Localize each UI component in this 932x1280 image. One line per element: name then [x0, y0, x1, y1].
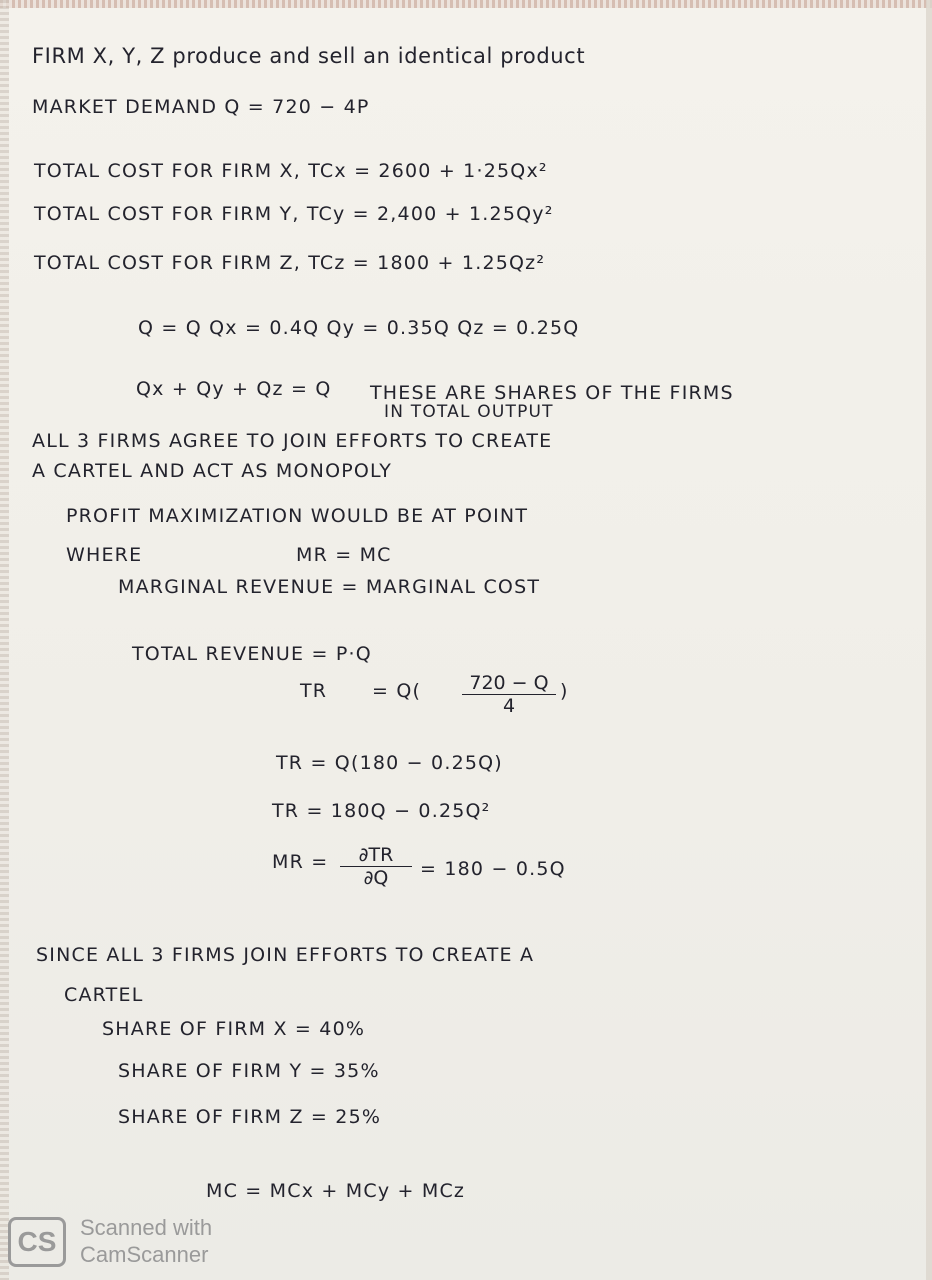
mc-sum-line: MC = MCx + MCy + MCz	[206, 1180, 466, 1202]
mr-derivative-fraction	[340, 844, 412, 889]
mr-mc-equation: MR = MC	[296, 544, 392, 566]
mr-derivative-numerator: ∂TR	[340, 844, 412, 867]
mr-label: MR =	[272, 851, 329, 873]
market-demand-line: MARKET DEMAND Q = 720 − 4P	[32, 96, 370, 118]
shares-note-line: THESE ARE SHARES OF THE FIRMS	[370, 382, 734, 404]
profit-line: PROFIT MAXIMIZATION WOULD BE AT POINT	[66, 505, 529, 527]
demand-fraction	[462, 672, 556, 717]
total-cost-z-line: TOTAL COST FOR FIRM Z, TCz = 1800 + 1.25Qz²	[34, 252, 546, 274]
tr-expanded-line: TR = Q(180 − 0.25Q)	[276, 752, 503, 774]
mr-result: = 180 − 0.5Q	[420, 858, 566, 880]
camscanner-watermark	[8, 1215, 248, 1271]
share-x-line: SHARE OF FIRM X = 40%	[102, 1018, 366, 1040]
tr-simplified-line: TR = 180Q − 0.25Q²	[272, 800, 491, 822]
total-revenue-line: TOTAL REVENUE = P·Q	[132, 643, 372, 665]
camscanner-logo: CS	[8, 1217, 66, 1267]
since-line: SINCE ALL 3 FIRMS JOIN EFFORTS TO CREATE A	[36, 944, 535, 966]
tr-q-close: )	[560, 680, 569, 702]
where-label: WHERE	[66, 544, 143, 566]
share-z-line: SHARE OF FIRM Z = 25%	[118, 1106, 382, 1128]
sum-shares-line: Qx + Qy + Qz = Q	[136, 378, 332, 400]
cartel-word: CARTEL	[64, 984, 144, 1006]
tr-label: TR	[300, 680, 328, 702]
cartel-line-2: A CARTEL AND ACT AS MONOPOLY	[32, 460, 393, 482]
total-cost-y-line: TOTAL COST FOR FIRM Y, TCy = 2,400 + 1.25Qy²	[34, 203, 554, 225]
demand-fraction-denominator: 4	[502, 695, 516, 717]
tr-q-open: = Q(	[372, 680, 422, 702]
watermark-line-1: Scanned with	[80, 1215, 213, 1240]
share-y-line: SHARE OF FIRM Y = 35%	[118, 1060, 380, 1082]
intro-line: FIRM X, Y, Z produce and sell an identical product	[32, 44, 586, 68]
shares-note-line-2: IN TOTAL OUTPUT	[384, 402, 554, 422]
page-edge-top	[0, 0, 932, 8]
cartel-line-1: ALL 3 FIRMS AGREE TO JOIN EFFORTS TO CREATE	[32, 430, 553, 452]
watermark-line-2: CamScanner	[80, 1242, 209, 1267]
total-cost-x-line: TOTAL COST FOR FIRM X, TCx = 2600 + 1·25Qx²	[34, 160, 548, 182]
shares-line: Q = Q Qx = 0.4Q Qy = 0.35Q Qz = 0.25Q	[138, 317, 580, 339]
page-edge-right	[926, 0, 932, 1280]
mr-mc-words: MARGINAL REVENUE = MARGINAL COST	[118, 576, 541, 598]
page-edge-left	[0, 0, 9, 1280]
demand-fraction-numerator: 720 − Q	[462, 672, 556, 695]
mr-derivative-denominator: ∂Q	[363, 867, 389, 889]
